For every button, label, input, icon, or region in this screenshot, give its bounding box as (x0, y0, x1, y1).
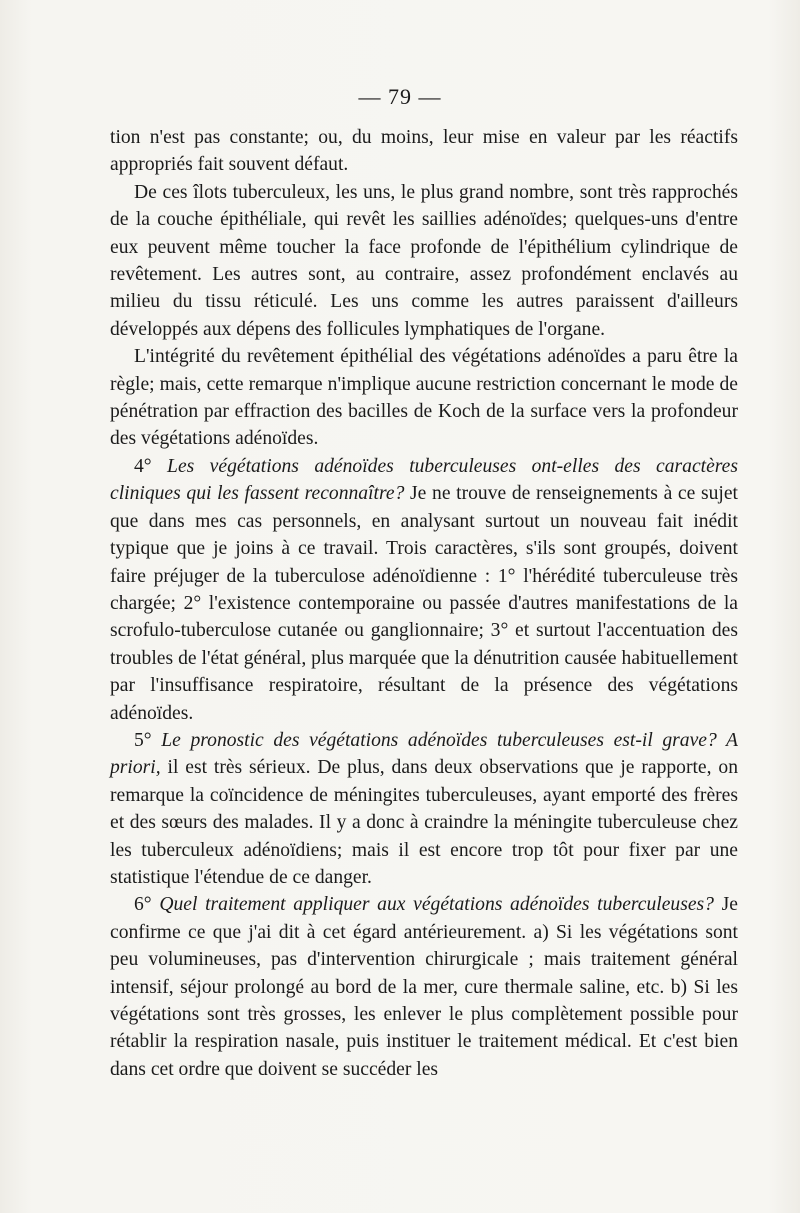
paragraph-4-body: Je ne trouve de renseignements à ce sujet que dans mes cas personnels, en analysant surtout un nouveau fait inédit typique que je joins à ce travail. Trois caractères, s'ils sont groupés, doivent faire préjuger de la tuberculose adénoïdienne : 1° l'hérédité tuberculeuse très chargée; 2° l'existence contemporaine ou passée d'autres manifestations de la scrofulo-tuberculose cutanée ou ganglionnaire; 3° et surtout l'accentuation des troubles de l'état général, plus marquée que la dénutrition causée habituellement par l'insuffisance respiratoire, résultant de la présence des végétations adénoïdes. (110, 483, 738, 724)
paragraph-5-question: Le pronostic des végétations adénoïdes tuberculeuses est-il grave? A priori, (110, 729, 739, 779)
paragraph-3: L'intégrité du revêtement épithélial des végétations adénoïdes a paru être la règle; mais, cette remarque n'implique aucune restriction concernant le mode de pénétration par effraction des bacilles de Koch de la surface vers la profondeur des végétations adénoïdes. (110, 346, 738, 450)
paragraph-4 (110, 453, 738, 727)
paragraph-5-body: il est très sérieux. De plus, dans deux observations que je rapporte, on remarque la coïncidence de méningites tuberculeuses, ayant emporté des frères et des sœurs des malades. Il y a donc à craindre la méningite tuberculeuse chez les tuberculeux adénoïdiens; mais il est encore trop tôt pour fixer par une statistique l'étendue de ce danger. (110, 757, 738, 888)
paragraph-5-number: 5° (134, 729, 162, 751)
paragraph-5 (110, 727, 738, 891)
paragraph-2: De ces îlots tuberculeux, les uns, le plus grand nombre, sont très rapprochés de la couche épithéliale, qui revêt les saillies adénoïdes; quelques-uns d'entre eux peuvent même toucher la face profonde de l'épithélium cylindrique de revêtement. Les autres sont, au contraire, assez profondément enclavés au milieu du tissu réticulé. Les uns comme les autres paraissent d'ailleurs développés aux dépens des follicules lymphatiques de l'organe. (110, 181, 738, 340)
paragraph-6-question: Quel traitement appliquer aux végétations adénoïdes tuberculeuses? (159, 894, 714, 916)
body-text (110, 124, 738, 1083)
paragraph-6 (110, 891, 738, 1083)
paragraph-4-number: 4° (134, 455, 168, 477)
paragraph-1: tion n'est pas constante; ou, du moins, leur mise en valeur par les réactifs appropriés fait souvent défaut. (110, 127, 738, 176)
paragraph-4-question: Les végétations adénoïdes tuberculeuses ont-elles des caractères cliniques qui les fassent reconnaître? (110, 455, 738, 505)
paragraph-6-number: 6° (134, 894, 160, 916)
paragraph-6-body: Je confirme ce que j'ai dit à cet égard antérieurement. a) Si les végétations sont peu volumineuses, pas d'intervention chirurgicale ; mais traitement général intensif, séjour prolongé au bord de la mer, cure thermale saline, etc. b) Si les végétations sont très grosses, les enlever le plus complètement possible pour rétablir la respiration nasale, puis instituer le traitement médical. Et c'est bien dans cet ordre que doivent se succéder les (110, 894, 738, 1080)
page-number: — 79 — (358, 84, 442, 109)
